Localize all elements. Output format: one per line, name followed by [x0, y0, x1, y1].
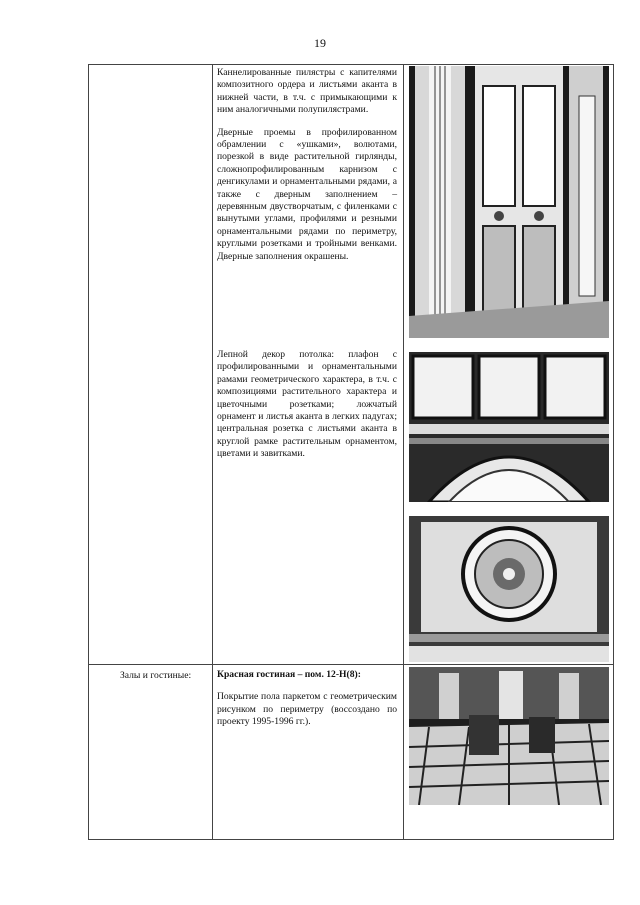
row-divider	[88, 664, 614, 665]
table-border-left	[88, 64, 89, 840]
monument-table	[88, 64, 614, 840]
doorways-paragraph: Дверные проемы в профилированном обрамлении с «ушками», волютами, порезкой в виде растительной гирлянды, сложнопрофилированным карнизом с денгикулами и орнаментальными рядами, а также с дверным заполнением – деревянным двустворчатым, с филенками с вынутыми углами, профилями и резными орнаментальными рядами по периметру, круглыми розетками и тройными венками. Дверные заполнения окрашены.	[217, 126, 397, 262]
pilasters-door-image	[409, 66, 609, 338]
ceiling-rosette-photo	[409, 516, 609, 662]
parquet-floor-image	[409, 667, 609, 805]
row2-description	[217, 669, 397, 739]
table-border-top	[88, 64, 614, 65]
parquet-paragraph: Покрытие пола паркетом с геометрическим рисунком по периметру (воссоздано по проекту 1995-1996 гг.).	[217, 691, 397, 728]
table-border-right	[613, 64, 614, 840]
room-heading-text: Красная гостиная – пом. 12-Н(8):	[217, 669, 361, 680]
column-divider-2	[403, 64, 404, 840]
page-number: 19	[314, 36, 326, 50]
table-border-bottom	[88, 839, 614, 840]
ceiling-paragraph: Лепной декор потолка: плафон с профилированными и орнаментальными рамами геометрического характера, в т.ч. с композициями растительного характера и цветочными розетками; ложчатый орнамент и листья аканта в легких падугах; центральная розетка с листьями аканта в круглой рамке растительным орнаментом, цветами и завитками.	[217, 349, 397, 460]
pilasters-paragraph: Каннелированные пилястры с капителями композитного ордера и листьями аканта в нижней части, в т.ч. с примыкающими к ним аналогичными полупилястрами.	[217, 67, 397, 116]
column-divider-1	[212, 64, 213, 840]
ceiling-rosette-image	[409, 516, 609, 662]
pilasters-door-photo	[409, 66, 609, 338]
ceiling-frames-image	[409, 352, 609, 502]
parquet-floor-photo	[409, 667, 609, 805]
room-heading	[217, 669, 397, 681]
ceiling-description	[217, 349, 397, 471]
row1-description	[217, 67, 397, 273]
ceiling-frames-photo	[409, 352, 609, 502]
category-label: Залы и гостиные:	[120, 670, 192, 681]
